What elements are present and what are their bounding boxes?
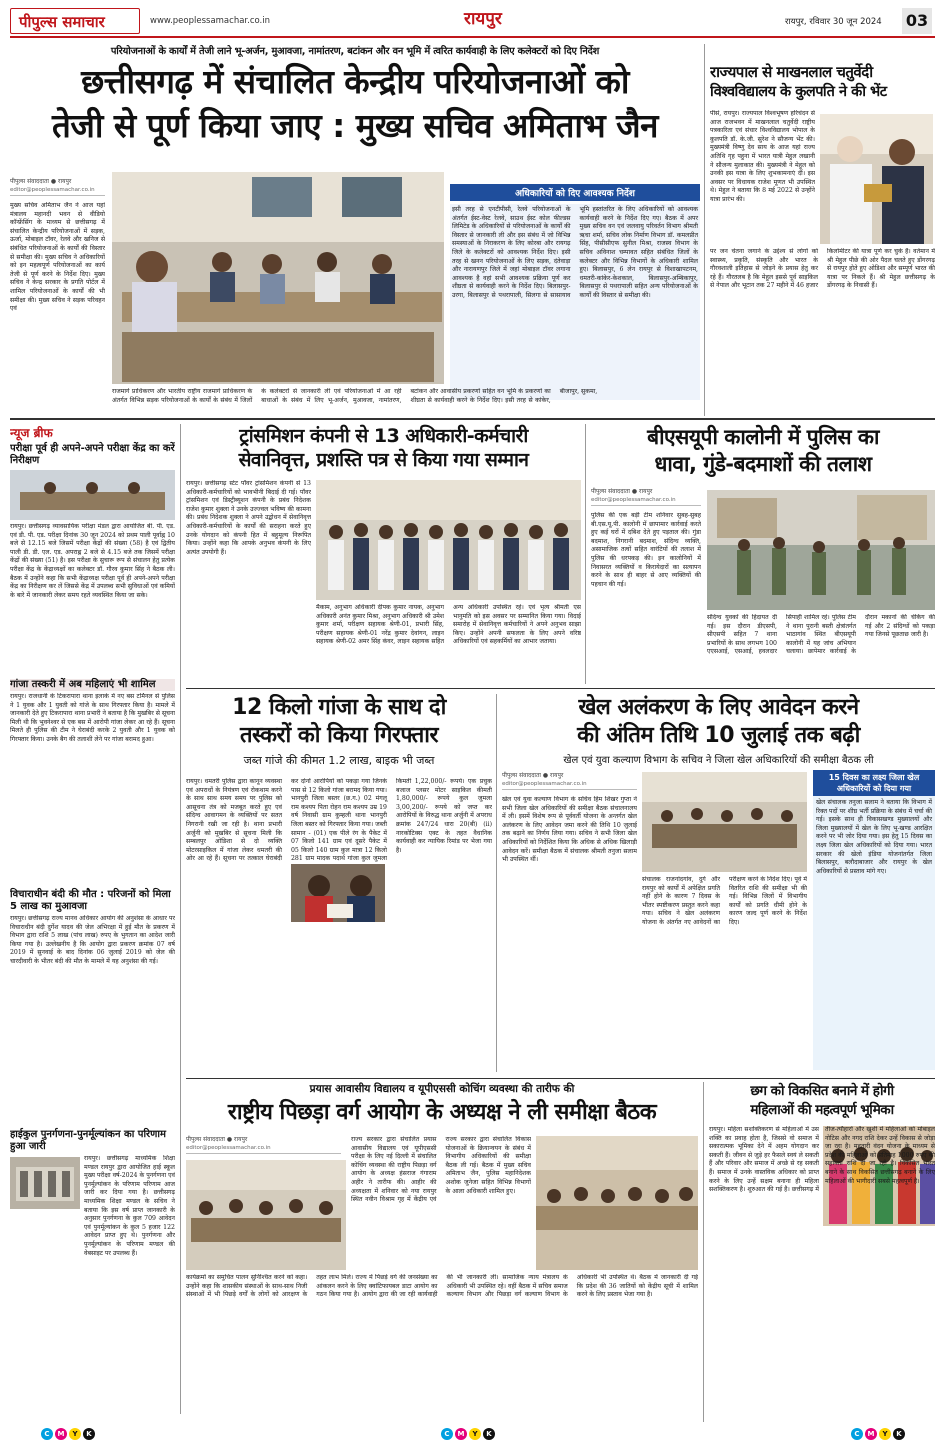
bsup-headline-2: धावा, गुंडे-बदमाशों की तलाश xyxy=(654,452,872,476)
cmyk-m: M xyxy=(455,1428,467,1440)
obc-body-bottom: कार्यक्रमों का समुचित पालन सुनिश्चित करने को कहा। उन्होंने कहा कि शासकीय संस्थाओं के साथ-साथ निजी संस्थाओं में भी पिछड़े वर्गों के लोगों को आरक्षण के तहत लाभ मिले। राज्य में पिछड़े वर्ग की जनसंख्या का आंकलन करने के लिए क्वांटिफायबल डाटा आयोग का गठन किया गया है। आयोग द्वारा की जा रही कार्यवाही की भी जानकारी ली। सामाजिक न्याय मंत्रालय के अधिकारी भी उपस्थित रहे। वहीं बैठक में सचिव समाज कल्याण विभाग और पिछड़ा वर्ग कल्याण विभाग के अधिकारी भी उपस्थित थे। बैठक में जानकारी दी गई कि प्रदेश की 36 जातियों को केंद्रीय सूची में शामिल करने के लिए प्रस्ताव भेजा गया है। xyxy=(186,1274,698,1299)
women-body: रायपुर। महिला सशक्तिकरण से महिलाओं में उस शक्ति का प्रवाह होता है, जिससे वो समाज में सकारात्मक भूमिका देने में अहम योगदान कर सकती हैं। जीवन से जुड़े हर फैसले स्वयं ले सकती हैं और परिवार और समाज में अच्छे से रह सकती हैं। समाज में उनके वास्तविक अधिकार को प्राप्त करने के लिए उन्हें सक्षम बनाना ही महिला सशक्तिकरण है। शुरुआत की गई है। छत्तीसगढ़ में तीज-त्यौहारों और खुशी में महिलाओं को मोबाइल नोटिस और नगद राशि देकर उन्हें विकास से जोड़ा जा रहा है। महतारी वंदन योजना के माध्यम से प्रदेश की महिलाओं को प्रतिमाह 1000 रुपए की सहायता राशि दी जा रही है। विकसित भारत बनाने के साथ विकसित छत्तीसगढ़ बनाने के लिए महिलाओं की भागीदारी सबसे महत्वपूर्ण है। xyxy=(709,1126,935,1194)
cmyk-c: C xyxy=(441,1428,453,1440)
website: www.peoplessamachar.co.in xyxy=(150,16,271,26)
brief-item1-title: परीक्षा पूर्व ही अपने-अपने परीक्षा केंद्र का करें निरीक्षण xyxy=(10,443,175,466)
obc-headline: राष्ट्रीय पिछड़ा वर्ग आयोग के अध्यक्ष ने ली समीक्षा बैठक xyxy=(227,1100,657,1125)
cmyk-k: K xyxy=(893,1428,905,1440)
date-line: रायपुर, रविवार 30 जून 2024 xyxy=(785,17,882,27)
news-brief-label: न्यूज ब्रीफ xyxy=(10,426,53,440)
brief-item4-body: रायपुर। छत्तीसगढ़ माध्यमिक शिक्षा मण्डल रायपुर द्वारा आयोजित हाई स्कूल मुख्य परीक्षा वर्ष-2024 के पुनर्गणना एवं पुनर्मूल्यांकन के परिणाम परिणाम आज जारी कर दिया गया है। छत्तीसगढ़ माध्यमिक शिक्षा मण्डल के सचिव ने बताया कि इस वर्ष प्राप्त जानकारी के अनुसार पुनर्गणना के कुल 709 आवेदन एवं पुनर्मूल्यांकन के कुल 5 हजार 122 आवेदन प्राप्त हुए थे। पुनर्गणना और पुनर्मूल्यांकन के परिणाम मण्डल की वेबसाइट पर उपलब्ध हैं। xyxy=(84,1155,175,1257)
sports-photo xyxy=(642,772,807,872)
sports-subhead: खेल एवं युवा कल्याण विभाग के सचिव ने जिला खेल अधिकारियों की समीक्षा बैठक ली xyxy=(563,755,874,766)
col-divider xyxy=(585,424,586,684)
cmyk-y: Y xyxy=(469,1428,481,1440)
lead-story xyxy=(10,44,700,442)
lead-photo-meeting xyxy=(112,172,444,384)
sports-sidebar-body: खेल संचालक तनुजा सलाम ने बताया कि विभाग में रिक्त पदों पर शीघ्र भर्ती प्रक्रिया के संबंध में चर्चा की गई। इसके साथ ही विकासखण्ड मुख्यालयों और जिला मुख्यालयों में खेल के लिए भू-खण्ड आरक्षित करने पर भी जोर दिया गया। इस हेतु 15 दिवस का लक्ष्य जिला खेल अधिकारियों को दिया गया। भारत सरकार की खेलो इंडिया योजनांतर्गत जिला बिलासपुर, बलौदाबाजार और रायपुर के खेल अधिकारियों से प्रस्ताव मांगे गए। xyxy=(816,799,932,875)
brief-item3-body: रायपुर। छत्तीसगढ़ राज्य मानव अधिकार आयोग की अनुशंसा के आधार पर विचाराधीन बंदी दुर्गेश यादव की जेल अभिरक्षा में हुई मौत के प्रकरण में विभाग द्वारा राशि 5 लाख (पांच लाख) रुपए के भुगतान का आदेश जारी किया गया है। उल्लेखनीय है कि आयोग द्वारा प्रकरण क्रमांक 07 वर्ष 2019 में सुनवाई के बाद दिनांक 06 जुलाई 2019 को जेल की चारदीवारी के भीतर बंदी की मौत के मामले में यह अनुशंसा की गई। xyxy=(10,915,175,965)
lead-box-title: अधिकारियों को दिए आवश्यक निर्देश xyxy=(450,184,700,201)
governor-body-top: पीसं, रायपुर। राज्यपाल विश्वभूषण हरिचंदन से आज राजभवन में माखनलाल चतुर्वेदी राष्ट्रीय पत्रकारिता एवं संचार विश्वविद्यालय भोपाल के कुलपति डॉ. के.जी. सुरेश ने सौजन्य भेंट की। मुख्यमंत्री विष्णु देव साय के आज यहां राज्य अतिथि गृह पहुना में भारत यात्री मेहुल लखानी ने सौजन्य मुलाकात की। मुख्यमंत्री ने मेहुल को उनकी इस यात्रा के लिए शुभकामनाएं दीं। इस अवसर पर विधायक राजेश मूणत भी उपस्थित थे। मेहुल ने बताया कि 8 मई 2022 से उन्होंने यात्रा प्रारंभ की। xyxy=(710,110,815,203)
cmyk-k: K xyxy=(483,1428,495,1440)
brief-item3-title: विचाराधीन बंदी की मौत : परिजनों को मिला 5 लाख का मुआवजा xyxy=(10,889,171,912)
lead-kicker: परियोजनाओं के कार्यों में तेजी लाने भू-अर्जन, मुआवजा, नामांतरण, बटांकन और वन भूमि में त्वरित कार्यवाही के लिए कलेक्टरों को दिए निर्देश xyxy=(110,46,600,57)
news-brief-column xyxy=(10,424,175,1424)
transmission-photo xyxy=(316,480,581,600)
brief-item1-body: रायपुर। छत्तीसगढ़ व्यावसायिक परीक्षा मंडल द्वारा आयोजित बी. पी. एड. एवं डी. पी. एड. परीक्षा दिनांक 30 जून 2024 को प्रथम पाली पूर्वाह्न 10 बजे से 12.15 बजे जिसमें परीक्षा केंद्रों की संख्या (58) है एवं द्वितीय पाली डी. डी. एल. एड. अपराह्न 2 बजे से 4.15 बजे तक जिसमें परीक्षा केंद्रों की संख्या (51) है। इस परीक्षा के सुचारू रूप से संचालन हेतु प्रत्येक परीक्षा केंद्र के केंद्राध्यक्षों का कलेक्टर डॉ. गौरव कुमार सिंह ने बैठक ली। बैठक में उन्होंने कहा कि सभी केंद्राध्यक्ष परीक्षा पूर्व ही अपने-अपने परीक्षा केंद्र का निरीक्षण कर लें जिससे केंद्र में उपलब्ध सभी सुविधाओं एवं कमियों के बारे में जानकारी लेकर समय रहते व्यवस्थित किया जा सके। xyxy=(10,523,175,599)
lead-body-left: मुख्य सचिव अमिताभ जैन ने आज यहां मंत्रालय महानदी भवन से वीडियो कॉन्फ्रेंसिंग के माध्यम से छत्तीसगढ़ में संचालित केन्द्रीय परियोजनाओं में सड़क, ऊर्जा, मोबाइल टॉवर, रेलवे और खनिज से संबंधित परियोजनाओं के कार्यों की विस्तार से समीक्षा की। मुख्य सचिव ने अधिकारियों को इन महत्वपूर्ण परियोजनाओं का कार्य तेजी से पूर्ण करने के निर्देश दिए। मुख्य सचिव ने केन्द्र सरकार के प्रगति पोर्टल में शामिल परियोजनाओं के कार्यों की भी समीक्षा की। मुख्य सचिव ने सड़क परिवहन एवं xyxy=(10,202,105,313)
bsup-headline-1: बीएसयूपी कालोनी में पुलिस का xyxy=(647,425,879,449)
sports-headline-1: खेल अलंकरण के लिए आवेदन करने xyxy=(578,695,859,720)
sports-body-left: खेल एवं युवा कल्याण विभाग के सचिव हिम शिखर गुप्ता ने सभी जिला खेल अधिकारियों की समीक्षा बैठक संचालनालय में ली। इसमें विशेष रूप से पूर्ववर्ती योजना के अन्तर्गत खेल अलंकरण के लिए आवेदन जमा करने की तिथि 10 जुलाई तक बढ़ाने का निर्णय लिया गया। सचिव ने सभी जिला खेल अधिकारियों को निर्देशित किया कि अधिक से अधिक खिलाड़ी आवेदन करें। समीक्षा बैठक में संचालक श्रीमती तनुजा सलाम भी उपस्थित थीं। xyxy=(502,796,637,864)
ganja-accused-photo xyxy=(289,862,387,924)
lead-headline-1: छत्तीसगढ़ में संचालित केन्द्रीय परियोजनाओं को xyxy=(81,62,629,101)
sports-byline xyxy=(502,770,637,790)
col-divider xyxy=(496,694,497,1072)
ganja-headline-1: 12 किलो गांजा के साथ दो xyxy=(232,695,446,720)
transmission-story xyxy=(186,424,581,686)
section-rule xyxy=(186,688,935,689)
bsup-byline-text: पीपुल्स संवाददाता ● रायपुर xyxy=(591,488,653,495)
cmyk-c: C xyxy=(851,1428,863,1440)
brief-item4-photo xyxy=(10,1157,80,1209)
cmyk-marks-bottom xyxy=(0,1428,945,1442)
masthead-rule xyxy=(10,36,935,38)
sports-headline-2: की अंतिम तिथि 10 जुलाई तक बढ़ी xyxy=(577,723,860,748)
lead-byline-text: पीपुल्स संवाददाता ● रायपुर xyxy=(10,178,72,185)
women-story xyxy=(709,1082,935,1422)
cmyk-group xyxy=(40,1428,96,1440)
logo-text: पीपुल्स समाचार xyxy=(19,13,105,31)
obc-photo-2 xyxy=(536,1136,698,1270)
lead-headline-2: तेजी से पूर्ण किया जाए : मुख्य सचिव अमिताभ जैन xyxy=(52,106,658,145)
governor-body-bottom: पर जन चेतना जगाने के उद्देश्य से लोगों को स्वास्थ्य, प्रकृति, संस्कृति और भारत के गौरवशाली इतिहास से जोड़ने के प्रयास हेतु कर रहे हैं। गौरतलब है कि मेहुल इससे पूर्व साइकिल से नेपाल और भूटान तक 27 महीने में 46 हजार किलोमीटर की यात्रा पूर्ण कर चुके हैं। वर्तमान में श्री मेहुल पीछे की ओर पैदल चलते हुए डोंगरगढ़ से रायपुर होते हुए ओडिशा और सम्पूर्ण भारत की यात्रा पर निकले हैं। श्री मेहुल छत्तीसगढ़ के डोंगरगढ़ के निवासी हैं। xyxy=(710,248,935,290)
ganja-subhead: जब्त गांजे की कीमत 1.2 लाख, बाइक भी जब्त xyxy=(243,754,435,767)
bsup-body-left: पुलिस की एक बड़ी टीम शनिवार सुबह-सुबह बी.एस.यू.पी. कालोनी में छापामार कार्रवाई करते हुए कई घरों में दबिश देते हुए पड़ताल की। गुंडा बदमाश, निगरानी बदमाश, संदिग्ध व्यक्ति, असामाजिक तत्वों सहित वारंटियों की तलाश में पुलिस की धरपकड़ की। इन कालोनियों में निवासरत व्यक्तियों व किरायेदारों का सत्यापन करने के साथ ही बाहर से आए व्यक्तियों की पहचान की गई। xyxy=(591,512,701,588)
governor-headline-1: राज्यपाल से माखनलाल चतुर्वेदी xyxy=(710,63,873,81)
lead-body-bottom: राजमार्ग प्राधिकरण और भारतीय राष्ट्रीय राजमार्ग प्राधिकरण के अंतर्गत विभिन्न सड़क परियोजनाओं के कार्यों के संबंध में जिलों के कलेक्टरों से जानकारी ली एवं परियोजनाओं में आ रही बाधाओं के संबंध में लिए भू-अर्जन, मुआवजा, नामांतरण, बटांकन और आवासीय प्रकरणों सहित वन भूमि के प्रकरणों का शीघ्रता से कार्यवाही करने के निर्देश दिए। इसी तरह से कांकेर, बीजापुर, सुकमा, xyxy=(112,388,598,404)
col-divider xyxy=(703,1082,704,1422)
obc-photo xyxy=(186,1160,346,1270)
sports-sidebar xyxy=(813,770,935,1070)
col-divider xyxy=(180,424,181,1414)
bsup-byline xyxy=(591,486,701,506)
cmyk-m: M xyxy=(55,1428,67,1440)
bsup-email: editor@peoplessamachar.co.in xyxy=(591,497,676,503)
obc-body-mid: राज्य सरकार द्वारा संचालित प्रयास आवासीय विद्यालय एवं यूपीएससी परीक्षा के लिए नई दिल्ली में संचालित कोचिंग व्यवस्था की राष्ट्रीय पिछड़ा वर्ग आयोग के अध्यक्ष हंसराज गंगाराम अहीर ने तारीफ की। आहीर की अध्यक्षता में शनिवार को नया रायपुर स्थित नवीन विश्राम गृह में केंद्रीय एवं राज्य सरकार द्वारा संचालित विकास योजनाओं के क्रियान्वयन के संबंध में विभागीय अधिकारियों की समीक्षा बैठक ली गई। बैठक में मुख्य सचिव अमिताभ जैन, पुलिस महानिदेशक अशोक जुनेजा सहित विभिन्न विभागों के आला अधिकारी शामिल हुए। xyxy=(351,1136,531,1204)
bsup-photo xyxy=(707,490,935,610)
col-divider xyxy=(704,44,705,416)
lead-byline xyxy=(10,176,105,196)
ganja-story xyxy=(186,694,492,1074)
lead-instructions-box xyxy=(450,184,700,389)
obc-email: editor@peoplessamachar.co.in xyxy=(186,1145,271,1151)
obc-story xyxy=(186,1082,698,1422)
obc-byline-text: पीपुल्स संवाददाता ● रायपुर xyxy=(186,1136,248,1143)
transmission-headline-1: ट्रांसमिशन कंपनी से 13 अधिकारी-कर्मचारी xyxy=(239,425,528,447)
obc-kicker: प्रयास आवासीय विद्यालय व यूपीएससी कोचिंग व्यवस्था की तारीफ की xyxy=(309,1083,575,1095)
section-rule xyxy=(186,1078,935,1079)
sports-body-bottom: संचालक राजनांदगांव, दुर्ग और रायपुर को कार्यों में अपेक्षित प्रगति नहीं होने के कारण 7 दिवस के भीतर स्पष्टीकरण प्रस्तुत करने कहा गया। सचिव ने खेल अलंकरण योजना के अंतर्गत नए आवेदनों का परीक्षण करने के निर्देश दिए। पूर्व में वितरित राशि की समीक्षा भी की गई। विभिन्न जिलों में विभागीय कार्यों को प्रगति धीमी होने के कारण जल्द पूर्ण करने के निर्देश दिए। xyxy=(642,876,807,926)
cmyk-group xyxy=(440,1428,496,1440)
sports-email: editor@peoplessamachar.co.in xyxy=(502,781,587,787)
cmyk-y: Y xyxy=(879,1428,891,1440)
transmission-headline-2: सेवानिवृत्त, प्रशस्ति पत्र से किया गया सम्मान xyxy=(238,449,529,471)
city-label: रायपुर xyxy=(464,9,502,29)
section-rule xyxy=(10,418,935,420)
brief-item2-body: रायपुर। राजधानी के टिकरापारा थाना इलाके में नए बस टर्मिनल से पुलिस ने 1 युवक और 1 युवती को गांजे के साथ गिरफ्तार किया है। मामले में जानकारी देते हुए टिकरापारा थाना प्रभारी ने बताया है कि मुखबिर से सूचना मिली थी कि भुवनेश्वर से एक बस में आरोपी गांजा लेकर आ रहे हैं। सूचना मिलते ही पुलिस की टीम ने घेराबंदी करके 2 युवती और 1 युवक को गिरफ्तार किया। उनके बैग की तलाशी लेने पर गांजा बरामद हुआ। xyxy=(10,693,175,743)
transmission-body-left: रायपुर। छत्तीसगढ़ स्टेट पॉवर ट्रांसमिशन कंपनी से 13 अधिकारी-कर्मचारियों को भावभीनी बिदाई दी गई। पॉवर ट्रांसमिशन एवं डिस्ट्रीब्यूशन कंपनी के प्रबंध निदेशक राजेश कुमार शुक्ला ने उनके उज्ज्वल भविष्य की कामना की। प्रबंध निदेशक शुक्ला ने अपने उद्बोधन में सेवानिवृत्त अधिकारी-कर्मचारियों के कार्यों की सराहना करते हुए उनके योगदान को कंपनी हित में बहुमूल्य निरूपित किया। उन्होंने कहा कि आपके अनुभव कंपनी के लिए अत्यंत उपयोगी हैं। xyxy=(186,480,311,556)
governor-story xyxy=(710,62,935,416)
governor-photo xyxy=(820,114,933,244)
cmyk-k: K xyxy=(83,1428,95,1440)
cmyk-group xyxy=(850,1428,906,1440)
bsup-body-bottom: संदिग्ध युवकों की हिदायत दी गई। इस दौरान डीएसपी, सीएसपी सहित 7 थाना प्रभारियों के साथ लगभग 100 एएसआई, एसआई, हवलदार सिपाही शामिल रहे। पुलिस टीम ने थाना पुरानी बस्ती क्षेत्रांतर्गत भाठागांव स्थित बीएसयूपी कालोनी में यह जांच अभियान चलाया। छापेमार कार्रवाई के दौरान मकानों की चेकिंग की गई और 2 संदिग्धों को पकड़ा गया जिनसे पूछताछ जारी है। xyxy=(707,614,935,656)
obc-byline xyxy=(186,1134,341,1154)
brief-item2-title: गांजा तस्करी में अब महिलाएं भी शामिल xyxy=(10,679,175,691)
masthead-logo xyxy=(10,8,140,34)
brief-item4-title: हाईकुल पुनर्गणना-पुनर्मूल्यांकन का परिणाम हुआ जारी xyxy=(10,1129,166,1152)
sports-story xyxy=(502,694,935,1074)
page-number: 03 xyxy=(902,8,932,34)
ganja-body: रायपुर। धमतरी पुलिस द्वारा कानून व्यवस्था एवं अपराधों के नियंत्रण एवं रोकथाम करने के साथ साथ समय समय पर पुलिस को आसूचना तंत्र को मजबूत करते हुए एवं संदिग्ध आवागमन के व्यक्तियों पर सतत निगरानी रखी जा रही है। थाना प्रभारी अर्जुनी को मुखबिर से सूचना मिली कि सम्बलपुर ओडिशा से दो व्यक्ति मोटरसाइकिल में गांजा लेकर धमतरी की ओर आ रहे हैं। सूचना पर तत्काल घेराबंदी कर दोनों आरोपियों को पकड़ा गया जिनके पास से 12 किलो गांजा बरामद किया गया। भानपुरी जिला बस्तर (छ.ग.) 02 मंगलू राम कश्यप पिता रोहन राम कश्यप उम्र 19 वर्ष निवासी ग्राम कुम्हली थाना भानपुरी जिला बस्तर को गिरफ्तार किया गया। जब्ती सामान - (01) एक पीले रंग के पैकेट में 07 किलो 141 ग्राम एवं दूसरे पैकेट में 05 किलो 140 ग्राम कुल मात्रा 12 किलो 281 ग्राम मादक पदार्थ गांजा कुल जुमला किमती 1,22,000/- रूपये। एक प्रचुक बजाज प्लसर मोटर साइकिल कीमती 1,80,000/- रूपये कुल जुमला 3,00,200/- रूपये को जप्त कर आरोपियों के विरुद्ध थाना अर्जुनी में अपराध क्रमांक 247/24 धारा 20(बी) (ii) नारकोटिक्स एक्ट के तहत वैधानिक कार्यवाही कर न्यायिक रिमांड पर भेजा गया है। xyxy=(186,778,492,863)
masthead xyxy=(10,6,935,38)
women-headline-2: महिलाओं की महत्वपूर्ण भूमिका xyxy=(750,1102,894,1118)
cmyk-c: C xyxy=(41,1428,53,1440)
cmyk-m: M xyxy=(865,1428,877,1440)
cmyk-y: Y xyxy=(69,1428,81,1440)
lead-box-body: इसी तरह से एनटीपीसी, रेलवे परियोजनाओं के अंतर्गत ईस्ट-वेस्ट रेलवे, साउथ ईस्ट कोल फील्डस लिमिटेड के अधिकारियों से परियोजनाओं के कार्यों की विस्तार से जानकारी ली और इस संबंध में जो विभिन्न समस्याओं के निराकरण के लिए कोरबा और रायगढ़ जिले के कलेक्टरों को आवश्यक निर्देश दिए। इसी तरह से खनन परियोजनाओं के लिए सड़क, दंतेवाड़ा और नारायणपुर जिले में जहां मोबाइल टॉवर लगाना आवश्यक है वहां सभी आवश्यक प्रक्रिया पूर्ण कर शीघ्रता से कार्यवाही करने के निर्देश दिए। बिलासपुर-उरगा, बिलासपुर से पथरापाली, सिलगा से सासायाव भूमि हस्तांतरित के लिए अधिकारियों को आवश्यक कार्यवाही करने के निर्देश दिए गए। बैठक में अपर मुख्य सचिव वन एवं जलवायु परिवर्तन विभाग श्रीमती ऋचा शर्मा, सचिव लोक निर्माण विभाग डॉ. कमलप्रीत सिंह, पीसीसीएफ सुनील मिश्रा, राजस्व विभाग के सचिव अविनाश चम्पावत सहित संबंधित जिलों के कलेक्टर और विभिन्न विभागों के अधिकारी शामिल हुए। बिलासपुर, 6 लेन रायपुर से विशाखापटनम, धमतरी-कांकेर-केशकाल, बिलासपुर-अम्बिकापुर, बिलासपुर से पथरापाली सहित अन्य परियोजनाओं के कार्यों की विस्तार से समीक्षा की। xyxy=(450,204,700,400)
bsup-story xyxy=(591,424,935,686)
ganja-headline-2: तस्करों को किया गिरफ्तार xyxy=(240,723,438,748)
brief-item1-photo xyxy=(10,470,175,520)
transmission-body-bottom: मैकाम, अनुभाग अधिकारी दीपक कुमार नायक, अनुभाग अधिकारी अनंत कुमार मिश्रा, अनुभाग अधिकारी श्री उमेश कुमार शर्मा, परीक्षण सहायक श्रेणी-01, प्रभारी सिंह, परीक्षण सहायक श्रेणी-01 नरेंद्र कुमार देवांगन, लाइन सहायक श्रेणी-02 अमर सिंह कंवर, लाइन सहायक सहित अन्य अधिकारी उपस्थित रहे। एवं भृत्य श्रीमती एस भानुमति को इस अवसर पर सम्मानित किया गया। विदाई समारोह में सेवानिवृत्त कर्मचारियों ने अपने अनुभव साझा किए। उन्होंने अपनी सफलता के लिए अपने वरिष्ठ अधिकारियों एवं सहकर्मियों का आभार जताया। xyxy=(316,604,581,646)
governor-headline-2: विश्वविद्यालय के कुलपति ने की भेंट xyxy=(710,84,887,100)
lead-email: editor@peoplessamachar.co.in xyxy=(10,187,95,193)
sports-byline-text: पीपुल्स संवाददाता ● रायपुर xyxy=(502,772,564,779)
sports-sidebar-title: 15 दिवस का लक्ष्य जिला खेल अधिकारियों को दिया गया xyxy=(813,770,935,796)
women-headline-1: छग को विकसित बनाने में होगी xyxy=(750,1083,894,1099)
